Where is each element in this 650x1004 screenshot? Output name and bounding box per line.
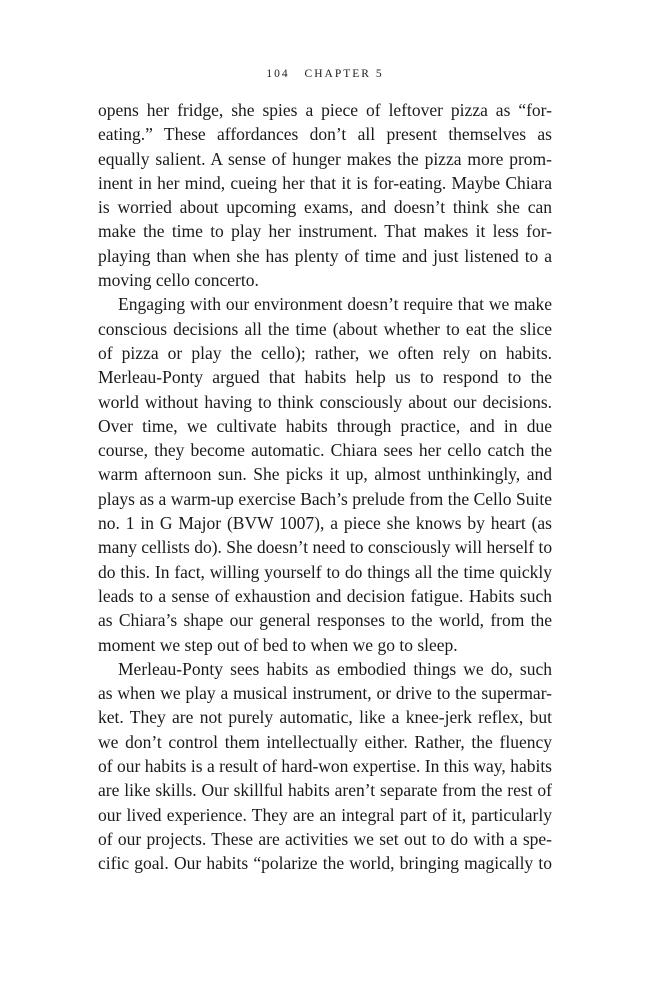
text-line: of our habits is a result of hard-won expertise. In this way, habits	[98, 756, 552, 777]
text-line: conscious decisions all the time (about whether to eat the slice	[98, 318, 552, 339]
text-line: as Chiara’s shape our general responses to the world, from the	[98, 610, 552, 631]
text-line: opens her fridge, she spies a piece of leftover pizza as “for-	[98, 100, 552, 120]
text-line: make the time to play her instrument. That makes it less for-	[98, 221, 552, 242]
chapter-title: CHAPTER 5	[304, 68, 384, 80]
text-line: moving cello concerto.	[98, 270, 259, 291]
text-line: is worried about upcoming exams, and doesn’t think she can	[98, 197, 552, 218]
text-line: ket. They are not purely automatic, like a knee-jerk reflex, but	[98, 707, 552, 728]
running-head	[0, 66, 650, 82]
page-number: 104	[266, 68, 290, 80]
text-line: Merleau-Ponty sees habits as embodied things we do, such	[118, 658, 552, 679]
body-text	[98, 98, 552, 876]
paragraph	[98, 292, 552, 656]
text-line: moment we step out of bed to when we go to sleep.	[98, 634, 458, 655]
text-line: no. 1 in G Major (BVW 1007), a piece she knows by heart (as	[98, 513, 552, 534]
text-line: cific goal. Our habits “polarize the world, bringing magically to	[98, 853, 552, 874]
text-line: many cellists do). She doesn’t need to consciously will herself to	[98, 537, 552, 558]
text-line: do this. In fact, willing yourself to do things all the time quickly	[98, 561, 552, 582]
text-line: our lived experience. They are an integral part of it, particularly	[98, 804, 552, 825]
text-line: Engaging with our environment doesn’t require that we make	[118, 294, 552, 315]
text-line: eating.” These affordances don’t all present themselves as	[98, 124, 552, 145]
paragraph	[98, 98, 552, 292]
text-line: warm afternoon sun. She picks it up, almost unthinkingly, and	[98, 464, 552, 485]
text-line: leads to a sense of exhaustion and decision fatigue. Habits such	[98, 585, 552, 606]
text-line: inent in her mind, cueing her that it is for-eating. Maybe Chiara	[98, 172, 552, 193]
text-line: equally salient. A sense of hunger makes the pizza more prom-	[98, 148, 552, 169]
text-line: course, they become automatic. Chiara sees her cello catch the	[98, 440, 552, 461]
text-line: are like skills. Our skillful habits aren’t separate from the rest of	[98, 780, 552, 801]
text-line: of pizza or play the cello); rather, we often rely on habits.	[98, 342, 552, 363]
text-line: Over time, we cultivate habits through practice, and in due	[98, 415, 552, 436]
text-line: playing than when she has plenty of time and just listened to a	[98, 245, 552, 266]
paragraph	[98, 657, 552, 876]
text-line: we don’t control them intellectually either. Rather, the fluency	[98, 731, 552, 752]
text-line: of our projects. These are activities we set out to do with a spe-	[98, 828, 552, 849]
text-line: as when we play a musical instrument, or drive to the supermar-	[98, 683, 552, 704]
text-line: Merleau-Ponty argued that habits help us to respond to the	[98, 367, 552, 388]
text-line: world without having to think consciously about our decisions.	[98, 391, 552, 412]
text-line: plays as a warm-up exercise Bach’s prelude from the Cello Suite	[98, 488, 552, 509]
